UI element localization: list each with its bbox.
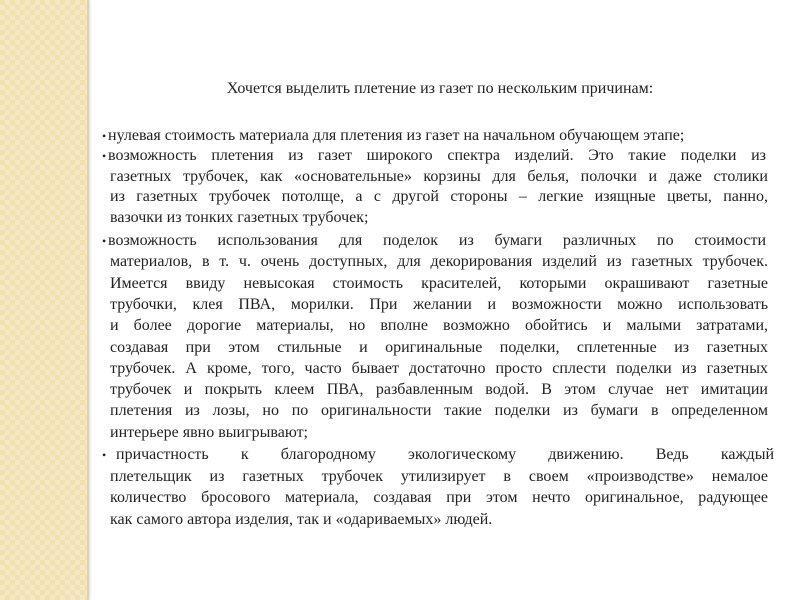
bullet-text-line: вазочки из тонких газетных трубочек; [110, 208, 369, 226]
bullet-text-line: трубочек. А кроме, того, часто бывает достаточно просто сплести поделки из газетных [110, 359, 768, 377]
bullet-text-line: возможность плетения из газет широкого спектра изделий. Это такие поделки из [108, 147, 766, 164]
bullet-text-line: и более дорогие материалы, но вполне возможно обойтись и малыми затратами, [110, 317, 768, 335]
bullet-icon: • [102, 448, 107, 462]
bullet-text-line: создавая при этом стильные и оригинальные поделки, сплетенные из газетных [110, 338, 768, 356]
bullet-text-line: трубочек и покрыть клеем ПВА, разбавленным водой. В этом случае нет имитации [110, 381, 768, 399]
bullet-text-line: как самого автора изделия, так и «одариваемых» людей. [110, 511, 493, 529]
bullet-text-line: газетных трубочек, как «основательные» корзины для белья, полочки и даже столики [110, 167, 768, 185]
bullet-text-line: нулевая стоимость материала для плетения из газет на начальном обучающем этапе; [108, 127, 685, 144]
bullet-text-line: возможность использования для поделок из бумаги различных по стоимости [108, 232, 766, 249]
bullet-icon: • [102, 234, 107, 248]
slide-title: Хочется выделить плетение из газет по нескольким причинам: [226, 80, 654, 97]
bullet-text-line: трубочки, клея ПВА, морилки. При желании и возможности можно использовать [110, 295, 768, 313]
bullet-text-line: количество бросового материала, создавая при этом нечто оригинальное, радующее [110, 489, 768, 507]
bullet-text-line: плетения из лозы, но по оригинальности такие поделки из бумаги в определенном [110, 402, 768, 420]
bullet-text-line: Имеется ввиду невысокая стоимость красителей, которыми окрашивают газетные [110, 274, 768, 292]
bullet-text-line: интерьере явно выигрывают; [110, 423, 308, 441]
bullet-icon: • [102, 149, 107, 163]
bullet-text-line: плетельщик из газетных трубочек утилизирует в своем «производстве» немалое [110, 467, 768, 485]
bullet-text-line: материалов, в т. ч. очень доступных, для декорирования изделий из газетных трубочек. [110, 253, 768, 271]
bullet-text-line: из газетных трубочек потолще, а с другой стороны – легкие изящные цветы, панно, [110, 188, 768, 205]
bullet-text-line: причастность к благородному экологическому движению. Ведь каждый [116, 446, 774, 463]
bullet-icon: • [102, 129, 107, 143]
decorative-side-strip [0, 0, 89, 600]
